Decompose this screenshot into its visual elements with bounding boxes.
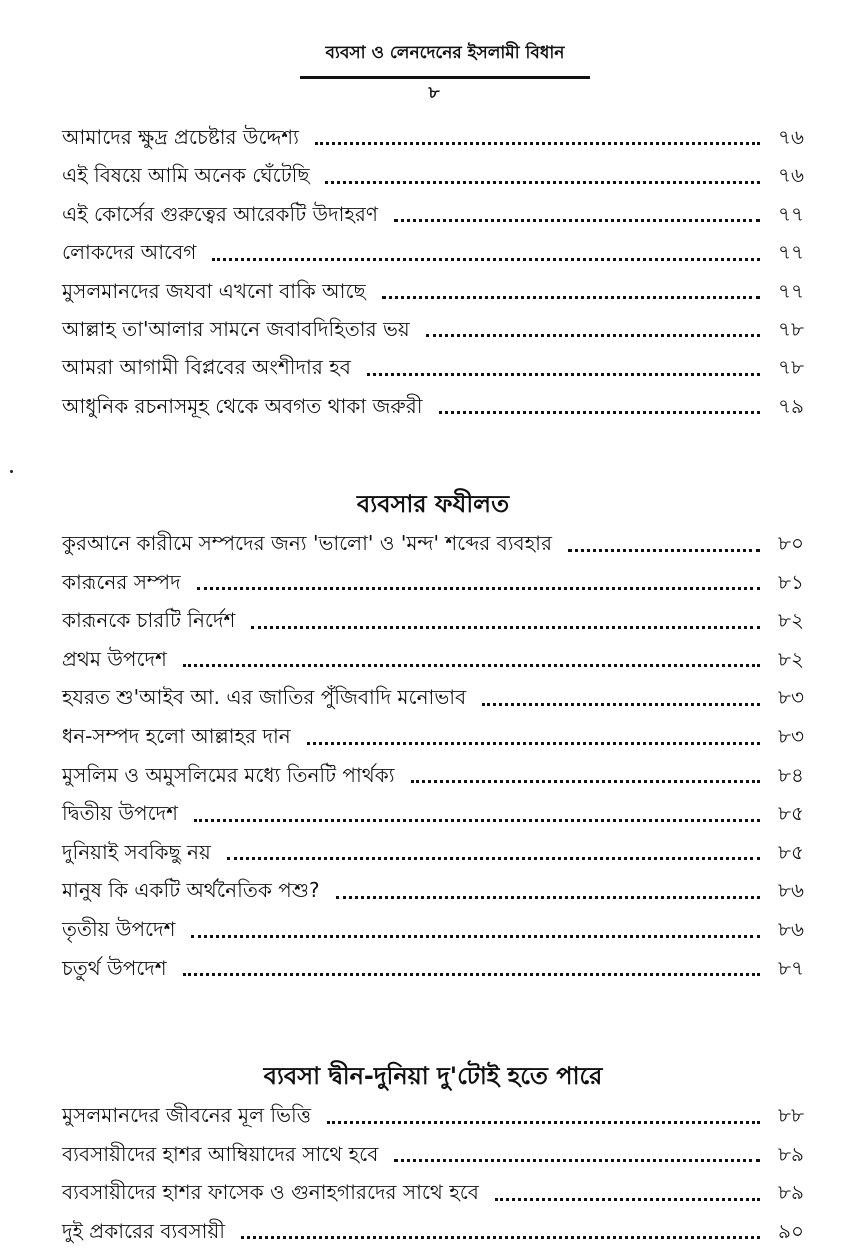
toc-entry-title: দুনিয়াই সবকিছু নয় xyxy=(62,839,211,864)
toc-entry-page: ৮১ xyxy=(778,569,804,594)
dot-leader xyxy=(183,973,760,976)
toc-entry-page: ৭৯ xyxy=(778,393,804,418)
dot-leader xyxy=(212,258,760,261)
toc-section-continued xyxy=(62,118,804,425)
toc-entry-title: মুসলমানদের জযবা এখনো বাকি আছে xyxy=(62,278,366,303)
dot-leader xyxy=(439,411,760,414)
dot-leader xyxy=(394,219,760,222)
dot-leader xyxy=(241,1236,760,1239)
dot-leader xyxy=(191,935,760,938)
toc-entry xyxy=(62,233,804,271)
toc-entry-title: মুসলমানদের জীবনের মূল ভিত্তি xyxy=(62,1103,312,1127)
toc-entry-page: ৮২ xyxy=(778,646,804,671)
toc-entry-title: ব্যবসায়ীদের হাশর ফাসেক ও গুনাহগারদের সাথে হবে xyxy=(62,1180,479,1205)
toc-entry xyxy=(62,678,804,717)
toc-entry xyxy=(62,195,804,233)
toc-entry-title: আল্লাহ তা'আলার সামনে জবাবদিহিতার ভয় xyxy=(62,316,410,341)
toc-entry-title: দ্বিতীয় উপদেশ xyxy=(62,801,179,826)
toc-entry xyxy=(62,272,804,310)
dot-leader xyxy=(183,664,760,667)
page-number: ৮ xyxy=(428,83,440,103)
toc-entry-title: ধন-সম্পদ হলো আল্লাহর দান xyxy=(62,723,291,748)
toc-entry xyxy=(62,640,804,679)
dot-leader xyxy=(325,181,760,184)
toc-entry xyxy=(62,524,804,563)
toc-entry xyxy=(62,118,804,156)
toc-entry xyxy=(62,1135,804,1174)
dot-leader xyxy=(426,334,760,337)
toc-entry xyxy=(62,387,804,425)
toc-entry-title: আমাদের ক্ষুদ্র প্রচেষ্টার উদ্দেশ্য xyxy=(62,124,299,149)
margin-speck xyxy=(10,470,13,473)
toc-section-business-deen-dunya xyxy=(62,1056,804,1250)
toc-entry-title: তৃতীয় উপদেশ xyxy=(62,916,176,941)
toc-entry xyxy=(62,871,804,910)
toc-entry-page: ৮৯ xyxy=(778,1180,804,1205)
dot-leader xyxy=(307,742,760,745)
toc-entry xyxy=(62,794,804,833)
toc-entry-page: ৭৬ xyxy=(777,163,804,188)
dot-leader xyxy=(482,703,760,706)
toc-entry-title: লোকদের আবেগ xyxy=(62,240,197,265)
toc-entry-title: এই কোর্সের গুরুত্বের আরেকটি উদাহরণ xyxy=(62,201,379,226)
dot-leader xyxy=(197,587,760,590)
dot-leader xyxy=(227,857,760,860)
toc-entry-title: প্রথম উপদেশ xyxy=(62,646,167,671)
toc-entry xyxy=(62,756,804,795)
toc-entry-page: ৮৯ xyxy=(778,1141,804,1166)
dot-leader xyxy=(382,296,760,299)
dot-leader xyxy=(411,780,760,783)
toc-list xyxy=(62,1096,804,1250)
toc-entry-title: মুসলিম ও অমুসলিমের মধ্যে তিনটি পার্থক্য xyxy=(62,762,395,787)
dot-leader xyxy=(568,549,760,552)
dot-leader xyxy=(327,1121,760,1124)
toc-list xyxy=(62,118,804,425)
toc-entry-title: কুরআনে কারীমে সম্পদের জন্য 'ভালো' ও 'মন্দ' শব্দের ব্যবহার xyxy=(62,531,552,555)
toc-entry-page: ৭৭ xyxy=(777,201,804,226)
toc-entry-title: মানুষ কি একটি অর্থনৈতিক পশু? xyxy=(62,878,320,903)
toc-entry-title: দুই প্রকারের ব্যবসায়ী xyxy=(62,1218,225,1243)
toc-entry-page: ৮৫ xyxy=(778,839,804,864)
toc-entry-title: ব্যবসায়ীদের হাশর আম্বিয়াদের সাথে হবে xyxy=(62,1141,379,1166)
toc-entry-page: ৮৩ xyxy=(778,685,804,710)
toc-entry-page: ৮৬ xyxy=(778,916,804,941)
toc-entry-page: ৮৬ xyxy=(778,878,804,903)
toc-entry xyxy=(62,156,804,194)
toc-entry xyxy=(62,1212,804,1250)
toc-entry-page: ৭৮ xyxy=(778,355,804,380)
toc-entry xyxy=(62,563,804,602)
section-heading: ব্যবসার ফযীলত xyxy=(356,490,510,518)
toc-entry xyxy=(62,601,804,640)
dot-leader xyxy=(194,819,760,822)
toc-entry-title: আমরা আগামী বিপ্লবের অংশীদার হব xyxy=(62,355,351,380)
toc-entry xyxy=(62,1096,804,1135)
toc-entry xyxy=(62,833,804,872)
toc-entry-page: ৭৭ xyxy=(777,278,804,303)
toc-entry-title: চতুর্থ উপদেশ xyxy=(62,955,167,980)
toc-list xyxy=(62,524,804,987)
toc-entry-page: ৮৫ xyxy=(778,801,804,826)
toc-entry-page: ৮২ xyxy=(778,608,804,633)
toc-entry-title: কারূনকে চারটি নির্দেশ xyxy=(62,608,236,633)
toc-entry-page: ৮৭ xyxy=(778,955,804,980)
toc-entry-title: হযরত শু'আইব আ. এর জাতির পুঁজিবাদি মনোভাব xyxy=(62,685,467,710)
toc-entry xyxy=(62,310,804,348)
toc-section-business-virtues xyxy=(62,484,804,987)
toc-entry-page: ৮৮ xyxy=(778,1103,804,1127)
dot-leader xyxy=(495,1198,760,1201)
dot-leader xyxy=(315,142,760,145)
toc-entry xyxy=(62,717,804,756)
toc-entry xyxy=(62,949,804,988)
toc-entry-page: ৮৩ xyxy=(778,723,804,748)
toc-entry xyxy=(62,1173,804,1212)
dot-leader xyxy=(394,1159,760,1162)
toc-entry-page: ৭৭ xyxy=(777,240,804,265)
toc-entry-page: ৯০ xyxy=(778,1218,804,1243)
running-head: ব্যবসা ও লেনদেনের ইসলামী বিধান xyxy=(300,40,590,79)
section-heading: ব্যবসা দ্বীন-দুনিয়া দু'টোই হতে পারে xyxy=(263,1062,603,1090)
toc-entry-page: ৮০ xyxy=(778,531,804,555)
toc-entry-title: কারূনের সম্পদ xyxy=(62,569,181,594)
toc-entry-title: আধুনিক রচনাসমূহ থেকে অবগত থাকা জরুরী xyxy=(62,393,423,418)
toc-entry-page: ৮৪ xyxy=(778,762,804,787)
dot-leader xyxy=(367,373,760,376)
dot-leader xyxy=(251,626,760,629)
toc-entry-title: এই বিষয়ে আমি অনেক ঘেঁটেছি xyxy=(62,163,310,188)
toc-entry-page: ৭৮ xyxy=(778,316,804,341)
toc-entry xyxy=(62,348,804,386)
toc-entry xyxy=(62,910,804,949)
dot-leader xyxy=(336,896,760,899)
toc-entry-page: ৭৬ xyxy=(777,124,804,149)
